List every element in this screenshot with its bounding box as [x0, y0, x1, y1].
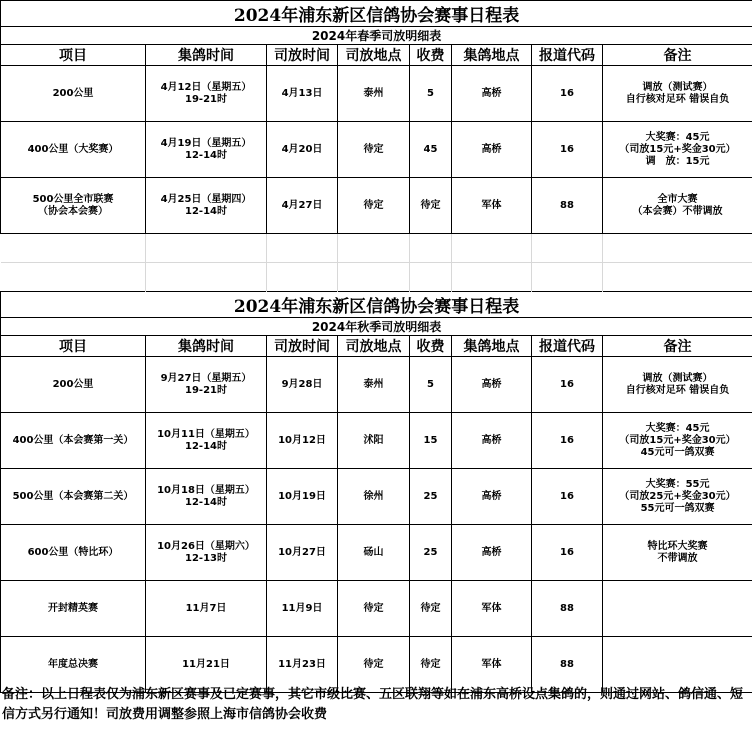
cell-line: 9月27日（星期五）	[160, 372, 252, 384]
cell-line: 调放（测试赛）	[642, 372, 713, 384]
cell-report-code	[532, 525, 603, 581]
cell-item	[1, 413, 146, 469]
cell-fee	[410, 581, 452, 637]
header-gather-place: 集鸽地点	[452, 45, 532, 66]
cell-release-time	[267, 413, 338, 469]
cell-line: 16	[560, 434, 574, 446]
cell-release-time	[267, 525, 338, 581]
cell-item	[1, 66, 146, 122]
table-row	[1, 525, 752, 581]
cell-line: 11月7日	[185, 602, 227, 614]
cell-line: 待定	[420, 602, 441, 614]
cell-report-code	[532, 122, 603, 178]
header-release-place: 司放地点	[338, 45, 410, 66]
cell-gather-time	[146, 581, 267, 637]
cell-line: 88	[560, 602, 574, 614]
cell-line: 400公里（本会赛第一关）	[12, 434, 134, 446]
cell-line: 待定	[363, 658, 384, 670]
cell-line: 大奖赛：45元	[645, 422, 710, 434]
cell-item	[1, 581, 146, 637]
cell-line: 高桥	[481, 143, 502, 155]
cell-gather-place	[452, 178, 532, 234]
header-gather-time: 集鸽时间	[146, 45, 267, 66]
cell-line: 泰州	[363, 87, 384, 99]
cell-line: 待定	[363, 143, 384, 155]
cell-line: 待定	[420, 658, 441, 670]
cell-remark	[603, 413, 752, 469]
table-row	[1, 66, 752, 122]
cell-line: 5	[427, 378, 434, 390]
cell-remark	[603, 469, 752, 525]
header-release-time: 司放时间	[267, 336, 338, 357]
cell-gather-place	[452, 66, 532, 122]
cell-report-code	[532, 413, 603, 469]
cell-line: 12-14时	[185, 496, 227, 508]
cell-release-place	[338, 178, 410, 234]
cell-line: 徐州	[363, 490, 384, 502]
blank-row	[1, 263, 752, 292]
header-fee: 收费	[410, 336, 452, 357]
autumn-header-row	[1, 336, 752, 357]
cell-line: 特比环大奖赛	[647, 540, 708, 552]
cell-report-code	[532, 581, 603, 637]
cell-line: 5	[427, 87, 434, 99]
cell-line: （司放15元+奖金30元）	[619, 434, 736, 446]
autumn-title: 2024年浦东新区信鸽协会赛事日程表	[1, 292, 752, 318]
cell-report-code	[532, 357, 603, 413]
cell-release-place	[338, 413, 410, 469]
cell-release-place	[338, 357, 410, 413]
cell-fee	[410, 413, 452, 469]
header-report-code: 报道代码	[532, 45, 603, 66]
cell-item	[1, 122, 146, 178]
cell-gather-place	[452, 122, 532, 178]
table-row	[1, 413, 752, 469]
cell-remark	[603, 525, 752, 581]
cell-report-code	[532, 66, 603, 122]
cell-line: 调 放：15元	[645, 155, 710, 167]
table-row	[1, 581, 752, 637]
cell-remark	[603, 66, 752, 122]
cell-fee	[410, 357, 452, 413]
cell-line: 大奖赛：55元	[645, 478, 710, 490]
footnote: 备注：以上日程表仅为浦东新区赛事及已定赛事，其它市级比赛、五区联翔等如在浦东高桥设点集鸽的，则通过网站、鸽信通、短信方式另行通知！司放费用调整参照上海市信鸽协会收费	[2, 687, 744, 722]
cell-line: 军体	[481, 602, 502, 614]
cell-remark	[603, 178, 752, 234]
cell-line: 年度总决赛	[48, 658, 98, 670]
cell-line: 600公里（特比环）	[27, 546, 119, 558]
cell-line: 19-21时	[185, 384, 227, 396]
cell-line: 4月19日（星期五）	[160, 137, 252, 149]
cell-line: 11月9日	[281, 602, 323, 614]
cell-line: 高桥	[481, 378, 502, 390]
table-row	[1, 122, 752, 178]
cell-line: 4月25日（星期四）	[160, 193, 252, 205]
cell-line: 待定	[363, 199, 384, 211]
cell-release-place	[338, 66, 410, 122]
cell-line: 自行核对足环 错误自负	[625, 384, 730, 396]
cell-item	[1, 525, 146, 581]
header-gather-place: 集鸽地点	[452, 336, 532, 357]
header-release-time: 司放时间	[267, 45, 338, 66]
cell-gather-time	[146, 357, 267, 413]
cell-line: 25	[423, 490, 438, 502]
cell-line: 高桥	[481, 546, 502, 558]
cell-release-time	[267, 357, 338, 413]
cell-line: 16	[560, 546, 574, 558]
cell-line: 高桥	[481, 87, 502, 99]
cell-line: 高桥	[481, 490, 502, 502]
cell-line: 9月28日	[281, 378, 323, 390]
cell-fee	[410, 66, 452, 122]
cell-line: 16	[560, 490, 574, 502]
cell-item	[1, 178, 146, 234]
cell-line: 200公里	[52, 378, 94, 390]
cell-line: 自行核对足环 错误自负	[625, 93, 730, 105]
cell-fee	[410, 469, 452, 525]
cell-item	[1, 357, 146, 413]
cell-line: 开封精英赛	[48, 602, 98, 614]
cell-gather-place	[452, 525, 532, 581]
cell-line: 待定	[363, 602, 384, 614]
cell-line: 10月26日（星期六）	[157, 540, 255, 552]
cell-gather-time	[146, 469, 267, 525]
cell-line: 10月11日（星期五）	[157, 428, 255, 440]
spring-subtitle: 2024年春季司放明细表	[1, 27, 752, 45]
cell-release-time	[267, 122, 338, 178]
cell-remark	[603, 357, 752, 413]
cell-release-place	[338, 122, 410, 178]
cell-report-code	[532, 469, 603, 525]
cell-gather-time	[146, 413, 267, 469]
cell-line: 12-13时	[185, 552, 227, 564]
cell-line: 16	[560, 87, 574, 99]
header-report-code: 报道代码	[532, 336, 603, 357]
cell-gather-time	[146, 66, 267, 122]
cell-line: 沭阳	[363, 434, 384, 446]
cell-remark	[603, 581, 752, 637]
cell-release-place	[338, 469, 410, 525]
header-fee: 收费	[410, 45, 452, 66]
spring-title: 2024年浦东新区信鸽协会赛事日程表	[1, 1, 752, 27]
cell-line: 军体	[481, 199, 502, 211]
cell-line: 不带调放	[657, 552, 698, 564]
cell-item	[1, 469, 146, 525]
cell-line: 400公里（大奖赛）	[27, 143, 119, 155]
cell-line: 12-14时	[185, 205, 227, 217]
cell-line: 高桥	[481, 434, 502, 446]
cell-line: 4月27日	[281, 199, 323, 211]
spring-header-row	[1, 45, 752, 66]
header-item: 项目	[1, 336, 146, 357]
cell-release-place	[338, 525, 410, 581]
cell-fee	[410, 122, 452, 178]
cell-line: 16	[560, 378, 574, 390]
cell-release-time	[267, 178, 338, 234]
cell-line: 15	[423, 434, 438, 446]
cell-line: 10月19日	[278, 490, 326, 502]
header-remark: 备注	[603, 45, 752, 66]
header-gather-time: 集鸽时间	[146, 336, 267, 357]
cell-line: 全市大赛	[657, 193, 698, 205]
table-row	[1, 178, 752, 234]
cell-line: 12-14时	[185, 440, 227, 452]
cell-line: 军体	[481, 658, 502, 670]
cell-report-code	[532, 178, 603, 234]
cell-gather-time	[146, 525, 267, 581]
cell-line: 19-21时	[185, 93, 227, 105]
cell-line: （协会本会赛）	[38, 205, 108, 217]
cell-line: 55元可一鸽双赛	[640, 502, 715, 514]
cell-line: 45元可一鸽双赛	[640, 446, 715, 458]
cell-gather-place	[452, 357, 532, 413]
cell-line: 45	[423, 143, 438, 155]
cell-gather-place	[452, 581, 532, 637]
cell-line: （本会赛）不带调放	[632, 205, 723, 217]
cell-line: 16	[560, 143, 574, 155]
cell-line: 大奖赛：45元	[645, 131, 710, 143]
cell-line: （司放15元+奖金30元）	[619, 143, 736, 155]
cell-line: 10月12日	[278, 434, 326, 446]
cell-line: 11月23日	[278, 658, 326, 670]
cell-line: 泰州	[363, 378, 384, 390]
autumn-subtitle: 2024年秋季司放明细表	[1, 318, 752, 336]
cell-line: 25	[423, 546, 438, 558]
cell-fee	[410, 525, 452, 581]
header-remark: 备注	[603, 336, 752, 357]
cell-line: 调放（测试赛）	[642, 81, 713, 93]
cell-line: （司放25元+奖金30元）	[619, 490, 736, 502]
cell-line: 88	[560, 199, 574, 211]
cell-line: 88	[560, 658, 574, 670]
cell-line: 12-14时	[185, 149, 227, 161]
cell-line: 砀山	[363, 546, 384, 558]
cell-line: 4月12日（星期五）	[160, 81, 252, 93]
cell-release-place	[338, 581, 410, 637]
cell-gather-place	[452, 413, 532, 469]
table-row	[1, 469, 752, 525]
table-row	[1, 357, 752, 413]
cell-release-time	[267, 581, 338, 637]
blank-row	[1, 234, 752, 263]
cell-line: 10月27日	[278, 546, 326, 558]
cell-line: 4月13日	[281, 87, 323, 99]
cell-gather-time	[146, 122, 267, 178]
cell-release-time	[267, 469, 338, 525]
cell-line: 11月21日	[182, 658, 230, 670]
cell-line: 200公里	[52, 87, 94, 99]
cell-line: 10月18日（星期五）	[157, 484, 255, 496]
header-item: 项目	[1, 45, 146, 66]
cell-remark	[603, 122, 752, 178]
cell-line: 4月20日	[281, 143, 323, 155]
header-release-place: 司放地点	[338, 336, 410, 357]
cell-gather-time	[146, 178, 267, 234]
cell-release-time	[267, 66, 338, 122]
cell-line: 500公里全市联赛	[32, 193, 114, 205]
cell-fee	[410, 178, 452, 234]
cell-line: 待定	[420, 199, 441, 211]
cell-line: 500公里（本会赛第二关）	[12, 490, 134, 502]
cell-gather-place	[452, 469, 532, 525]
